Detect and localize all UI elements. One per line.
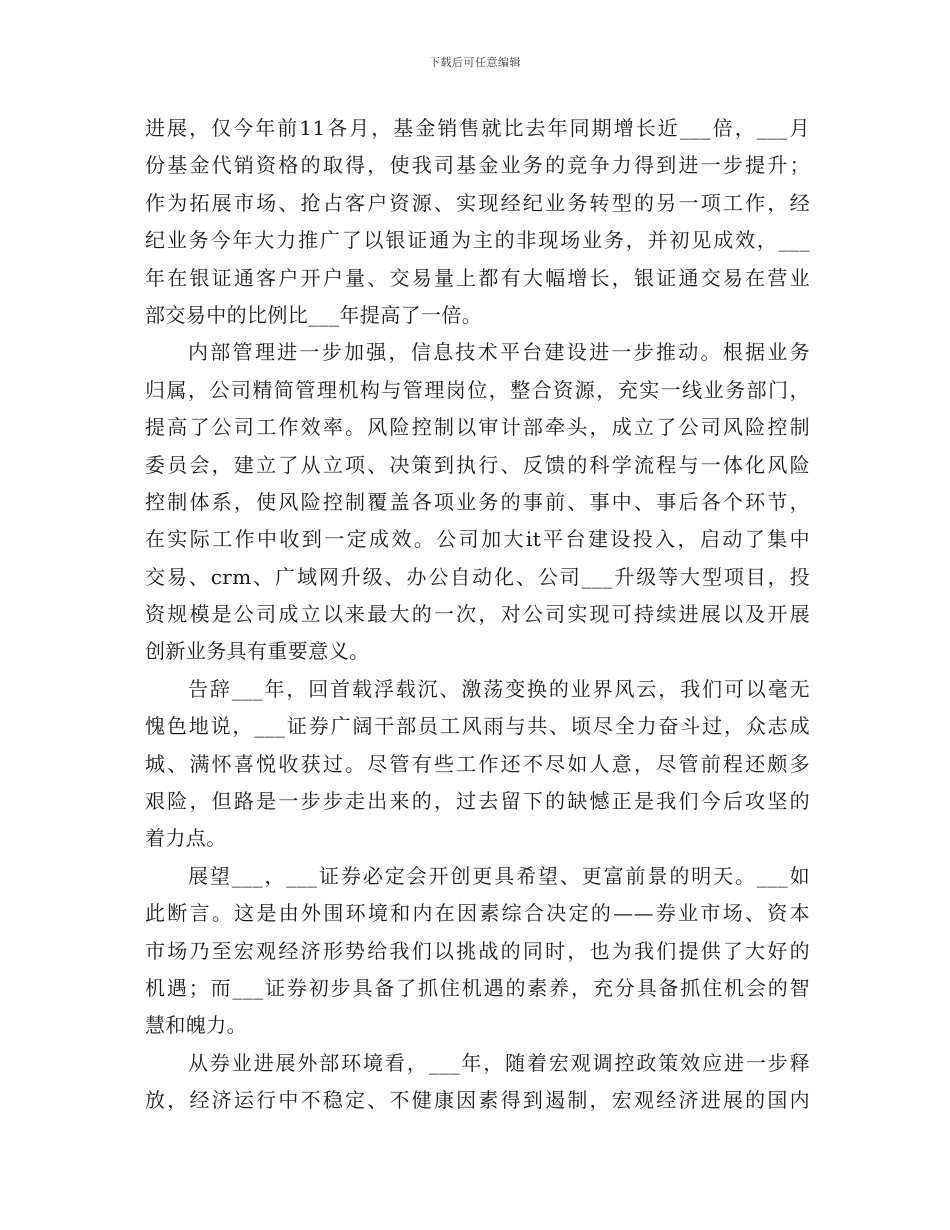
text-line: 归属，公司精简管理机构与管理岗位，整合资源，充实一线业务部门， xyxy=(145,377,810,402)
text-line: 在实际工作中收到一定成效。公司加大it平台建设投入，启动了集中 xyxy=(145,527,810,552)
text-line: 从券业进展外部环境看，___年，随着宏观调控政策效应进一步释 xyxy=(188,1050,810,1075)
text-line: 城、满怀喜悦收获过。尽管有些工作还不尽如人意，尽管前程还颇多 xyxy=(145,751,810,776)
text-line: 作为拓展市场、抢占客户资源、实现经纪业务转型的另一项工作，经 xyxy=(145,190,810,215)
document-body xyxy=(145,110,810,1120)
text-line: 内部管理进一步加强，信息技术平台建设进一步推动。根据业务 xyxy=(188,340,810,365)
text-line: 委员会，建立了从立项、决策到执行、反馈的科学流程与一体化风险 xyxy=(145,452,810,477)
text-line: 进展，仅今年前11各月，基金销售就比去年同期增长近___倍，___月 xyxy=(145,116,810,140)
text-line: 愧色地说，___证券广阔干部员工风雨与共、顷尽全力奋斗过，众志成 xyxy=(145,714,810,739)
text-line: 告辞___年，回首载浮载沉、激荡变换的业界风云，我们可以毫无 xyxy=(188,676,810,701)
text-line: 展望___，___证券必定会开创更具希望、更富前景的明天。___如 xyxy=(188,863,810,888)
text-line: 部交易中的比例比___年提高了一倍。 xyxy=(145,302,483,327)
text-line: 慧和魄力。 xyxy=(145,1013,247,1038)
page-header: 下载后可任意编辑 xyxy=(429,56,521,69)
text-line: 此断言。这是由外围环境和内在因素综合决定的——券业市场、资本 xyxy=(145,901,810,926)
text-line: 着力点。 xyxy=(145,826,227,851)
text-line: 提高了公司工作效率。风险控制以审计部牵头，成立了公司风险控制 xyxy=(145,415,810,440)
text-line: 放，经济运行中不稳定、不健康因素得到遏制，宏观经济进展的国内 xyxy=(145,1088,810,1113)
text-line: 年在银证通客户开户量、交易量上都有大幅增长，银证通交易在营业 xyxy=(145,265,810,290)
text-line: 控制体系，使风险控制覆盖各项业务的事前、事中、事后各个环节， xyxy=(145,489,810,514)
text-line: 市场乃至宏观经济形势给我们以挑战的同时，也为我们提供了大好的 xyxy=(145,938,810,963)
text-line: 份基金代销资格的取得，使我司基金业务的竞争力得到进一步提升； xyxy=(145,153,810,178)
text-line: 创新业务具有重要意义。 xyxy=(145,639,370,664)
text-line: 机遇；而___证券初步具备了抓住机遇的素养，充分具备抓住机会的智 xyxy=(145,975,810,1000)
text-line: 纪业务今年大力推广了以银证通为主的非现场业务，并初见成效，___ xyxy=(145,228,810,253)
text-line: 交易、crm、广域网升级、办公自动化、公司___升级等大型项目，投 xyxy=(145,564,810,589)
text-line: 艰险，但路是一步步走出来的，过去留下的缺憾正是我们今后攻坚的 xyxy=(145,789,810,814)
text-line: 资规模是公司成立以来最大的一次，对公司实现可持续进展以及开展 xyxy=(145,602,810,627)
